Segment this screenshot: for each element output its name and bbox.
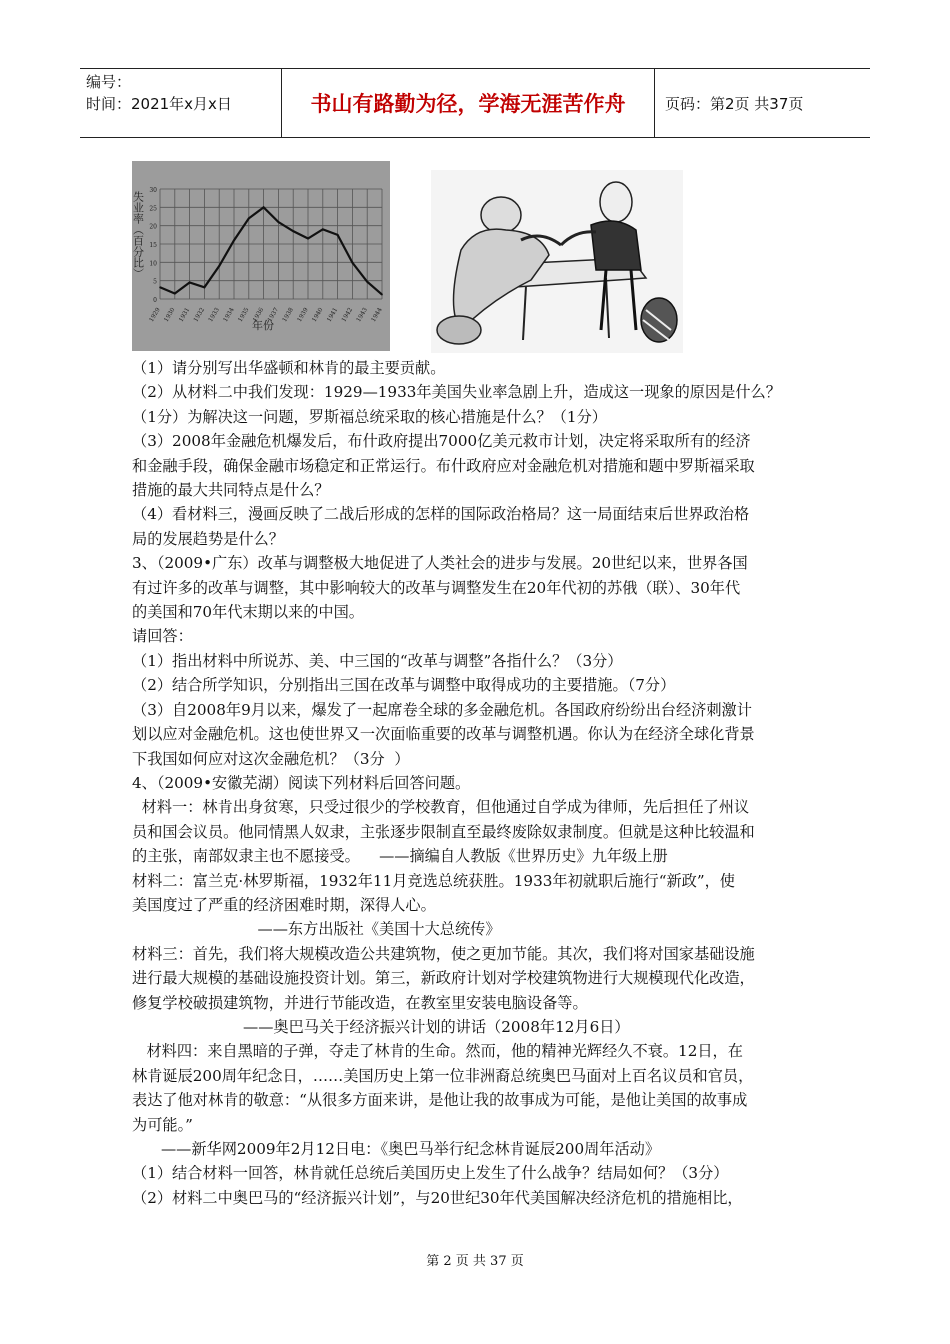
chart-x-tick: 1932 [192,306,207,324]
text-line: 的美国和70年代末期以来的中国。 [132,603,364,622]
text-line: （1）结合材料一回答，林肯就任总统后美国历史上发生了什么战争？结局如何？（3分） [132,1164,729,1183]
data-point [307,238,309,240]
chart-x-tick: 1936 [251,306,266,324]
chart-x-tick: 1943 [355,306,369,324]
data-point [381,294,383,296]
chart-x-tick: 1929 [148,306,162,324]
text-line: 材料一：林肯出身贫寒，只受过很少的学校教育，但他通过自学成为律师，先后担任了州议 [132,798,750,817]
text-line: 和金融手段，确保金融市场稳定和正常运行。布什政府应对金融危机对措施和题中罗斯福采取 [132,456,755,475]
data-point [204,286,206,288]
text-line: 材料二：富兰克·林罗斯福，1932年11月竞选总统获胜。1933年初就职后施行“新政”，使 [132,871,735,890]
text-line: ——奥巴马关于经济振兴计划的讲话（2008年12月6日） [132,1017,630,1036]
page-footer: 第 2 页 共 37 页 [426,1254,524,1269]
data-point [174,293,176,295]
chart-y-tick: 20 [149,223,157,231]
text-line: （1）请分别写出华盛顿和林肯的最主要贡献。 [132,359,446,377]
text-line: （2）从材料二中我们发现：1929—1933年美国失业率急剧上升，造成这一现象的原因是什么？ [132,383,781,402]
text-line: ——新华网2009年2月12日电：《奥巴马举行纪念林肯诞辰200周年活动》 [132,1140,661,1158]
chart-x-tick: 1938 [281,306,295,324]
text-line: （1）指出材料中所说苏、美、中三国的“改革与调整”各指什么？（3分） [132,651,623,670]
text-line: （4）看材料三，漫画反映了二战后形成的怎样的国际政治格局？这一局面结束后世界政治格 [132,505,750,524]
text-line: （3）自2008年9月以来，爆发了一起席卷全球的多金融危机。各国政府纷纷出台经济刺激计 [132,700,752,719]
data-point [278,221,280,223]
text-line: 为可能。” [132,1115,193,1134]
data-point [337,234,339,236]
text-line: 材料四：来自黑暗的子弹，夺走了林肯的生命。然而，他的精神光辉经久不衰。12日，在 [132,1042,743,1061]
chart-ylabel: 失业率（百分比） [132,191,145,279]
text-line: 表达了他对林肯的敬意：“从很多方面来讲，是他让我的故事成为可能，是他让美国的故事成 [132,1091,748,1110]
text-line: 局的发展趋势是什么？ [132,529,284,548]
chart-x-tick: 1940 [310,306,325,324]
unemployment-line [160,207,382,294]
header-page-info: 页码：第2页 共37页 [665,94,804,113]
text-line: 修复学校破损建筑物，并进行节能改造，在教室里安装电脑设备等。 [132,993,588,1012]
unemployment-chart-svg [132,161,390,351]
chart-xlabel: 年份 [252,319,274,332]
chart-x-tick: 1933 [207,306,221,324]
text-line: （1分）为解决这一问题，罗斯福总统采取的核心措施是什么？（1分） [132,407,607,426]
chart-x-tick: 1931 [177,306,192,324]
data-point [248,218,250,220]
chart-x-tick: 1941 [325,306,340,324]
data-point [292,230,294,232]
text-line: 美国度过了严重的经济困难时期，深得人心。 [132,895,436,914]
data-point [263,207,265,209]
header-left-cell [80,69,282,137]
text-line: 员和国会议员。他同情黑人奴隶，主张逐步限制直至最终废除奴隶制度。但就是这种比较温和 [132,822,755,841]
text-line: 有过许多的改革与调整，其中影响较大的改革与调整发生在20年代初的苏俄（联）、30年代 [132,578,741,597]
text-line: 措施的最大共同特点是什么？ [132,481,330,500]
chart-y-tick: 25 [149,205,157,213]
text-line: 3、（2009•广东）改革与调整极大地促进了人类社会的进步与发展。20世纪以来，世界各国 [132,554,748,573]
chart-y-tick: 30 [149,187,157,194]
data-point [233,240,235,242]
text-line: 4、（2009•安徽芜湖）阅读下列材料后回答问题。 [132,773,471,792]
data-point [159,286,161,288]
chart-y-tick: 10 [149,260,157,268]
text-line: （3）2008年金融危机爆发后，布什政府提出7000亿美元救市计划，决定将采取所有的经济 [132,432,751,451]
text-line: （2）材料二中奥巴马的“经济振兴计划”，与20世纪30年代美国解决经济危机的措施相比， [132,1188,743,1207]
unemployment-chart [132,161,390,351]
chart-y-tick: 0 [153,297,157,304]
text-line: 下我国如何应对这次金融危机？（3分 ） [132,749,410,768]
text-line: 请回答： [132,627,193,646]
data-point [366,281,368,283]
text-line: 进行最大规模的基础设施投资计划。第三，新政府计划对学校建筑物进行大规模现代化改造， [132,969,755,988]
text-line: 材料三：首先，我们将大规模改造公共建筑物，使之更加节能。其次，我们将对国家基础设施 [132,944,755,963]
header-motto: 书山有路勤为径，学海无涯苦作舟 [282,69,655,137]
chart-x-tick: 1937 [266,306,281,324]
arm-wrestling-cartoon [431,170,683,353]
text-line: 的主张，南部奴隶主也不愿接受。 ——摘编自人教版《世界历史》九年级上册 [132,847,668,866]
chart-x-tick: 1930 [162,306,177,324]
number-label: 编号： [86,73,132,91]
chart-x-tick: 1942 [340,306,355,324]
chart-y-tick: 5 [153,278,157,286]
chart-x-tick: 1944 [370,306,384,324]
document-body [132,356,832,1210]
chart-x-tick: 1935 [236,306,251,324]
data-point [322,229,324,231]
text-line: 划以应对金融危机。这也使世界又一次面临重要的改革与调整机遇。你认为在经济全球化背景 [132,725,755,744]
data-point [218,265,220,267]
page-header [80,68,870,138]
chart-x-tick: 1939 [296,306,310,324]
text-line: 林肯诞辰200周年纪念日，……美国历史上第一位非洲裔总统奥巴马面对上百名议员和官员， [132,1066,754,1085]
text-line: （2）结合所学知识，分别指出三国在改革与调整中取得成功的主要措施。（7分） [132,676,676,695]
data-point [352,262,354,264]
text-line: ——东方出版社《美国十大总统传》 [132,920,501,939]
data-point [189,282,191,284]
chart-y-tick: 15 [149,242,157,249]
chart-x-tick: 1934 [222,306,236,324]
date-label: 时间：2021年x月x日 [86,95,232,113]
cartoon-illustration [431,170,683,353]
